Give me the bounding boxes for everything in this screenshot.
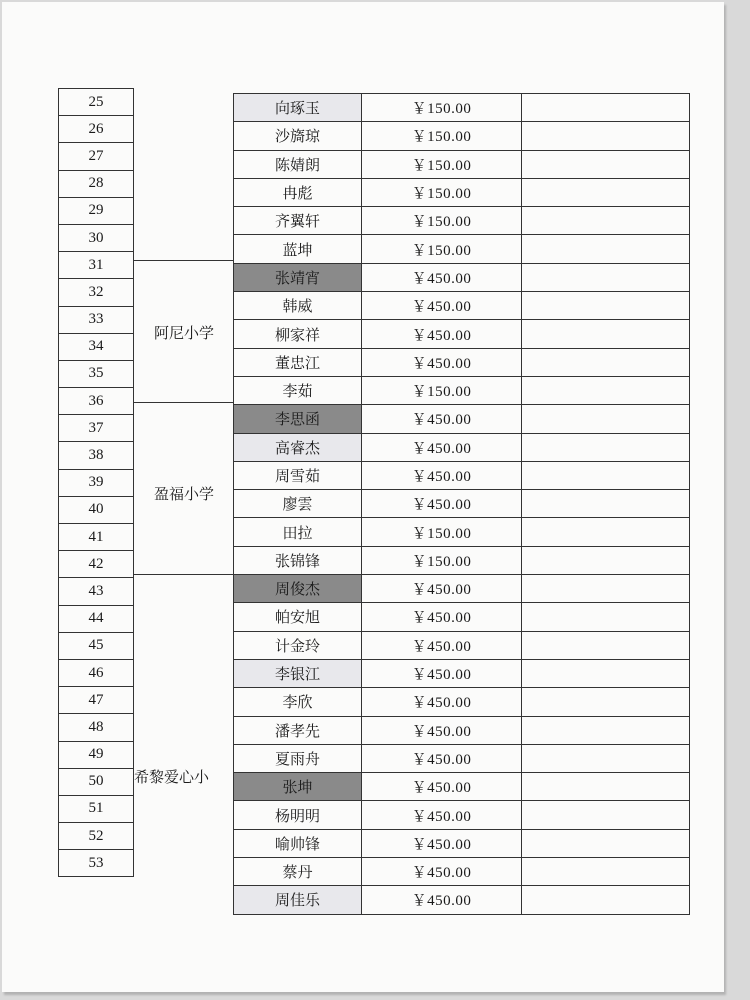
student-name: 张锦锋 xyxy=(234,547,362,575)
school-name-yingfu: 盈福小学 xyxy=(153,485,214,503)
note-cell xyxy=(522,547,690,575)
school-divider xyxy=(134,402,234,403)
student-name: 李茹 xyxy=(234,377,362,405)
table-row xyxy=(234,405,690,433)
row-number: 51 xyxy=(58,796,134,823)
row-number: 29 xyxy=(58,198,134,225)
student-name: 李思函 xyxy=(234,405,362,433)
row-number: 45 xyxy=(58,633,134,660)
row-number: 31 xyxy=(58,252,134,279)
amount: ￥450.00 xyxy=(362,660,522,688)
amount: ￥450.00 xyxy=(362,688,522,716)
student-name: 周佳乐 xyxy=(234,886,362,914)
row-number: 28 xyxy=(58,171,134,198)
note-cell xyxy=(522,632,690,660)
student-name: 齐翼轩 xyxy=(234,207,362,235)
student-name: 周俊杰 xyxy=(234,575,362,603)
row-number: 25 xyxy=(58,89,134,116)
student-name: 廖雲 xyxy=(234,490,362,518)
note-cell xyxy=(522,292,690,320)
student-name: 喻帅锋 xyxy=(234,830,362,858)
note-cell xyxy=(522,122,690,150)
amount: ￥150.00 xyxy=(362,547,522,575)
table-row xyxy=(234,830,690,858)
table-row xyxy=(234,858,690,886)
note-cell xyxy=(522,518,690,546)
student-name: 李银江 xyxy=(234,660,362,688)
number-column xyxy=(58,88,134,877)
note-cell xyxy=(522,886,690,914)
table-row xyxy=(234,462,690,490)
row-number: 37 xyxy=(58,415,134,442)
table-row xyxy=(234,151,690,179)
student-name: 沙旖琼 xyxy=(234,122,362,150)
student-name: 蔡丹 xyxy=(234,858,362,886)
row-number: 27 xyxy=(58,143,134,170)
student-name: 向琢玉 xyxy=(234,94,362,122)
document-page xyxy=(2,2,724,992)
amount: ￥150.00 xyxy=(362,235,522,263)
amount: ￥450.00 xyxy=(362,745,522,773)
table-row xyxy=(234,434,690,462)
student-name: 帕安旭 xyxy=(234,603,362,631)
student-name: 李欣 xyxy=(234,688,362,716)
amount: ￥450.00 xyxy=(362,603,522,631)
student-name: 田拉 xyxy=(234,518,362,546)
table-row xyxy=(234,575,690,603)
row-number: 43 xyxy=(58,578,134,605)
row-number: 47 xyxy=(58,687,134,714)
row-number: 38 xyxy=(58,442,134,469)
amount: ￥450.00 xyxy=(362,830,522,858)
student-name: 高睿杰 xyxy=(234,434,362,462)
amount: ￥450.00 xyxy=(362,632,522,660)
note-cell xyxy=(522,490,690,518)
table-row xyxy=(234,801,690,829)
note-cell xyxy=(522,660,690,688)
school-name-xili: 希黎爱心小 xyxy=(134,768,210,786)
note-cell xyxy=(522,745,690,773)
row-number: 53 xyxy=(58,850,134,877)
amount: ￥450.00 xyxy=(362,773,522,801)
table-row xyxy=(234,377,690,405)
table-row xyxy=(234,518,690,546)
amount: ￥450.00 xyxy=(362,264,522,292)
student-name: 周雪茹 xyxy=(234,462,362,490)
note-cell xyxy=(522,688,690,716)
note-cell xyxy=(522,773,690,801)
table-row xyxy=(234,603,690,631)
row-number: 41 xyxy=(58,524,134,551)
student-name: 张坤 xyxy=(234,773,362,801)
table-row xyxy=(234,688,690,716)
table-row xyxy=(234,235,690,263)
table-row xyxy=(234,264,690,292)
row-number: 39 xyxy=(58,470,134,497)
amount: ￥450.00 xyxy=(362,434,522,462)
note-cell xyxy=(522,179,690,207)
note-cell xyxy=(522,405,690,433)
table-row xyxy=(234,122,690,150)
school-name-anni: 阿尼小学 xyxy=(153,324,214,342)
note-cell xyxy=(522,235,690,263)
row-number: 30 xyxy=(58,225,134,252)
table-row xyxy=(234,207,690,235)
amount: ￥150.00 xyxy=(362,518,522,546)
note-cell xyxy=(522,264,690,292)
row-number: 34 xyxy=(58,334,134,361)
row-number: 44 xyxy=(58,606,134,633)
table-row xyxy=(234,660,690,688)
amount: ￥150.00 xyxy=(362,94,522,122)
note-cell xyxy=(522,717,690,745)
table-row xyxy=(234,886,690,914)
row-number: 35 xyxy=(58,361,134,388)
note-cell xyxy=(522,575,690,603)
table-row xyxy=(234,745,690,773)
amount: ￥450.00 xyxy=(362,717,522,745)
table-row xyxy=(234,349,690,377)
table-row xyxy=(234,179,690,207)
student-name: 潘孝先 xyxy=(234,717,362,745)
student-name: 董忠江 xyxy=(234,349,362,377)
row-number: 32 xyxy=(58,279,134,306)
note-cell xyxy=(522,207,690,235)
table-row xyxy=(234,490,690,518)
student-name: 夏雨舟 xyxy=(234,745,362,773)
row-number: 48 xyxy=(58,714,134,741)
student-name: 计金玲 xyxy=(234,632,362,660)
student-name: 柳家祥 xyxy=(234,320,362,348)
row-number: 49 xyxy=(58,742,134,769)
note-cell xyxy=(522,603,690,631)
amount: ￥450.00 xyxy=(362,405,522,433)
note-cell xyxy=(522,801,690,829)
student-name: 陈婧朗 xyxy=(234,151,362,179)
amount: ￥450.00 xyxy=(362,575,522,603)
table-row xyxy=(234,773,690,801)
table-row xyxy=(234,292,690,320)
note-cell xyxy=(522,320,690,348)
row-number: 26 xyxy=(58,116,134,143)
note-cell xyxy=(522,94,690,122)
amount: ￥450.00 xyxy=(362,490,522,518)
note-cell xyxy=(522,377,690,405)
table-row xyxy=(234,320,690,348)
note-cell xyxy=(522,151,690,179)
row-number: 52 xyxy=(58,823,134,850)
amount: ￥150.00 xyxy=(362,151,522,179)
row-number: 40 xyxy=(58,497,134,524)
amount: ￥450.00 xyxy=(362,886,522,914)
student-name: 张靖宵 xyxy=(234,264,362,292)
student-name: 韩威 xyxy=(234,292,362,320)
student-name: 冉彪 xyxy=(234,179,362,207)
amount: ￥150.00 xyxy=(362,377,522,405)
note-cell xyxy=(522,830,690,858)
school-divider xyxy=(134,574,234,575)
school-divider xyxy=(134,260,234,261)
table-row xyxy=(234,632,690,660)
amount: ￥150.00 xyxy=(362,179,522,207)
note-cell xyxy=(522,858,690,886)
amount: ￥450.00 xyxy=(362,801,522,829)
amount: ￥150.00 xyxy=(362,122,522,150)
student-name: 蓝坤 xyxy=(234,235,362,263)
table-row xyxy=(234,547,690,575)
note-cell xyxy=(522,462,690,490)
amount: ￥450.00 xyxy=(362,292,522,320)
amount: ￥450.00 xyxy=(362,349,522,377)
row-number: 46 xyxy=(58,660,134,687)
note-cell xyxy=(522,349,690,377)
note-cell xyxy=(522,434,690,462)
amount: ￥150.00 xyxy=(362,207,522,235)
row-number: 33 xyxy=(58,307,134,334)
row-number: 42 xyxy=(58,551,134,578)
table-row xyxy=(234,94,690,122)
student-name: 杨明明 xyxy=(234,801,362,829)
amount: ￥450.00 xyxy=(362,320,522,348)
table-row xyxy=(234,717,690,745)
row-number: 50 xyxy=(58,769,134,796)
amount: ￥450.00 xyxy=(362,462,522,490)
student-table xyxy=(233,93,690,915)
row-number: 36 xyxy=(58,388,134,415)
amount: ￥450.00 xyxy=(362,858,522,886)
